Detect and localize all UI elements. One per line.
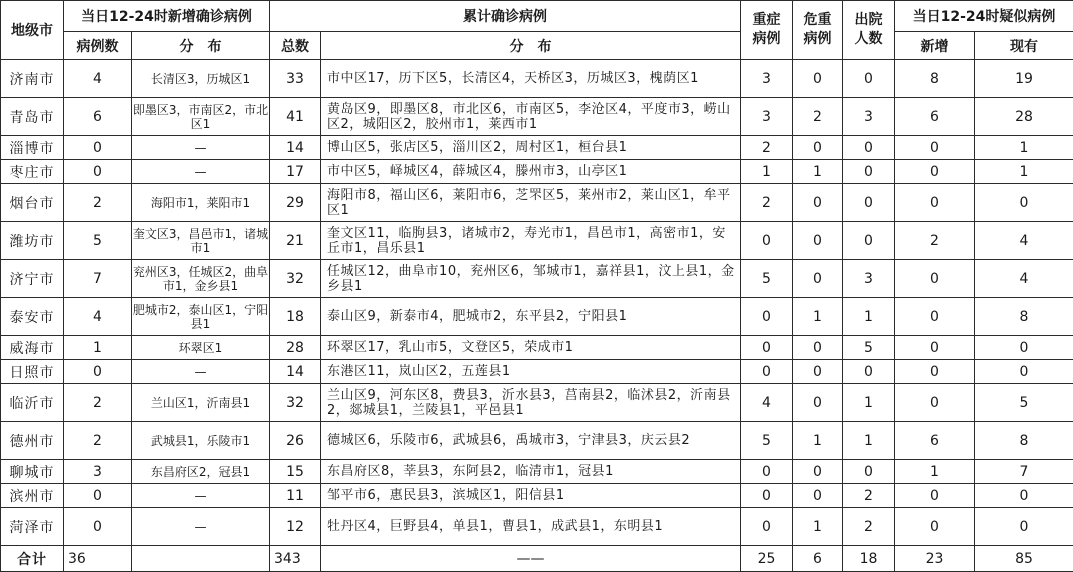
total-total-cell: 343	[270, 546, 321, 572]
severe-cell: 3	[741, 60, 793, 98]
suspected-new-cell: 0	[895, 384, 975, 422]
table-row	[1, 360, 1073, 384]
suspected-new-cell: 6	[895, 422, 975, 460]
total-label-cell: 合计	[1, 546, 64, 572]
table-row	[1, 260, 1073, 298]
suspected-current-cell: 0	[975, 184, 1073, 222]
total-cell: 33	[270, 60, 321, 98]
suspected-new-cell: 0	[895, 160, 975, 184]
discharged-cell: 2	[843, 508, 895, 546]
severe-cell: 0	[741, 508, 793, 546]
table-row	[1, 184, 1073, 222]
city-cell: 烟台市	[1, 184, 64, 222]
header-discharged-text: 出院人数	[852, 11, 886, 49]
distribution-cell: 东港区11，岚山区2，五莲县1	[321, 360, 741, 384]
new-distribution-cell: 武城县1，乐陵市1	[132, 422, 270, 460]
severe-cell: 0	[741, 460, 793, 484]
severe-cell: 0	[741, 222, 793, 260]
critical-cell: 0	[793, 336, 843, 360]
distribution-cell: 兰山区9，河东区8，费县3，沂水县3，莒南县2，临沭县2，沂南县2，郯城县1，兰陵县1，平邑县1	[321, 384, 741, 422]
discharged-cell: 0	[843, 136, 895, 160]
new-count-cell: 7	[64, 260, 132, 298]
new-count-cell: 2	[64, 384, 132, 422]
total-cell: 15	[270, 460, 321, 484]
severe-cell: 0	[741, 336, 793, 360]
city-cell: 淄博市	[1, 136, 64, 160]
suspected-current-cell: 0	[975, 360, 1073, 384]
city-cell: 聊城市	[1, 460, 64, 484]
suspected-new-cell: 0	[895, 360, 975, 384]
suspected-current-cell: 4	[975, 260, 1073, 298]
total-suspected-current-cell: 85	[975, 546, 1073, 572]
critical-cell: 1	[793, 160, 843, 184]
city-cell: 日照市	[1, 360, 64, 384]
suspected-new-cell: 2	[895, 222, 975, 260]
table-row	[1, 336, 1073, 360]
city-cell: 青岛市	[1, 98, 64, 136]
suspected-current-cell: 4	[975, 222, 1073, 260]
table-row	[1, 222, 1073, 260]
total-distribution-cell: ——	[321, 546, 741, 572]
suspected-current-cell: 8	[975, 422, 1073, 460]
table-row	[1, 384, 1073, 422]
new-count-cell: 2	[64, 184, 132, 222]
header-cumulative-total: 总数	[270, 32, 321, 60]
distribution-cell: 奎文区11，临朐县3，诸城市2，寿光市1，昌邑市1，高密市1，安丘市1，昌乐县1	[321, 222, 741, 260]
distribution-cell: 博山区5，张店区5，淄川区2，周村区1，桓台县1	[321, 136, 741, 160]
city-cell: 济宁市	[1, 260, 64, 298]
distribution-cell: 环翠区17，乳山市5，文登区5，荣成市1	[321, 336, 741, 360]
total-cell: 29	[270, 184, 321, 222]
critical-cell: 2	[793, 98, 843, 136]
total-cell: 32	[270, 384, 321, 422]
severe-cell: 3	[741, 98, 793, 136]
discharged-cell: 0	[843, 460, 895, 484]
total-cell: 12	[270, 508, 321, 546]
suspected-current-cell: 0	[975, 336, 1073, 360]
city-cell: 临沂市	[1, 384, 64, 422]
suspected-current-cell: 19	[975, 60, 1073, 98]
header-discharged	[843, 1, 895, 60]
table-row	[1, 484, 1073, 508]
discharged-cell: 5	[843, 336, 895, 360]
suspected-new-cell: 0	[895, 484, 975, 508]
critical-cell: 0	[793, 60, 843, 98]
distribution-cell: 邹平市6，惠民县3，滨城区1，阳信县1	[321, 484, 741, 508]
discharged-cell: 0	[843, 360, 895, 384]
city-cell: 潍坊市	[1, 222, 64, 260]
new-count-cell: 0	[64, 160, 132, 184]
total-critical-cell: 6	[793, 546, 843, 572]
new-distribution-cell: 环翠区1	[132, 336, 270, 360]
total-discharged-cell: 18	[843, 546, 895, 572]
discharged-cell: 1	[843, 298, 895, 336]
header-new-confirmed-group: 当日12-24时新增确诊病例	[64, 1, 270, 32]
header-suspected-current: 现有	[975, 32, 1073, 60]
city-cell: 德州市	[1, 422, 64, 460]
critical-cell: 0	[793, 136, 843, 160]
new-count-cell: 3	[64, 460, 132, 484]
header-suspected-new: 新增	[895, 32, 975, 60]
distribution-cell: 牡丹区4，巨野县4，单县1，曹县1，成武县1，东明县1	[321, 508, 741, 546]
table-row	[1, 508, 1073, 546]
total-cell: 14	[270, 136, 321, 160]
suspected-new-cell: 0	[895, 508, 975, 546]
new-distribution-cell: 兰山区1，沂南县1	[132, 384, 270, 422]
severe-cell: 1	[741, 160, 793, 184]
suspected-new-cell: 6	[895, 98, 975, 136]
city-cell: 菏泽市	[1, 508, 64, 546]
table-row	[1, 422, 1073, 460]
header-new-count: 病例数	[64, 32, 132, 60]
suspected-new-cell: 0	[895, 260, 975, 298]
new-count-cell: 5	[64, 222, 132, 260]
new-distribution-cell: —	[132, 136, 270, 160]
severe-cell: 4	[741, 384, 793, 422]
city-cell: 枣庄市	[1, 160, 64, 184]
suspected-current-cell: 5	[975, 384, 1073, 422]
discharged-cell: 1	[843, 422, 895, 460]
distribution-cell: 市中区17，历下区5，长清区4，天桥区3，历城区3，槐荫区1	[321, 60, 741, 98]
new-distribution-cell: —	[132, 508, 270, 546]
new-count-cell: 0	[64, 136, 132, 160]
new-distribution-cell: —	[132, 360, 270, 384]
suspected-current-cell: 28	[975, 98, 1073, 136]
suspected-current-cell: 1	[975, 136, 1073, 160]
total-cell: 32	[270, 260, 321, 298]
distribution-cell: 德城区6，乐陵市6，武城县6，禹城市3，宁津县3，庆云县2	[321, 422, 741, 460]
city-cell: 泰安市	[1, 298, 64, 336]
header-severe	[741, 1, 793, 60]
total-cell: 18	[270, 298, 321, 336]
new-distribution-cell: 奎文区3，昌邑市1，诸城市1	[132, 222, 270, 260]
header-critical-text: 危重病例	[801, 11, 835, 49]
distribution-cell: 东昌府区8，莘县3，东阿县2，临清市1，冠县1	[321, 460, 741, 484]
header-cumulative-distribution: 分 布	[321, 32, 741, 60]
critical-cell: 0	[793, 484, 843, 508]
severe-cell: 5	[741, 422, 793, 460]
suspected-current-cell: 0	[975, 484, 1073, 508]
table-row	[1, 460, 1073, 484]
distribution-cell: 泰山区9，新泰市4，肥城市2，东平县2，宁阳县1	[321, 298, 741, 336]
distribution-cell: 黄岛区9，即墨区8，市北区6，市南区5，李沧区4，平度市3，崂山区2，城阳区2，胶州市1，莱西市1	[321, 98, 741, 136]
suspected-new-cell: 1	[895, 460, 975, 484]
suspected-current-cell: 0	[975, 508, 1073, 546]
table-row	[1, 60, 1073, 98]
total-cell: 17	[270, 160, 321, 184]
critical-cell: 0	[793, 384, 843, 422]
total-cell: 21	[270, 222, 321, 260]
header-critical	[793, 1, 843, 60]
new-distribution-cell: 即墨区3，市南区2，市北区1	[132, 98, 270, 136]
critical-cell: 1	[793, 508, 843, 546]
new-count-cell: 4	[64, 298, 132, 336]
severe-cell: 2	[741, 136, 793, 160]
suspected-current-cell: 8	[975, 298, 1073, 336]
table-row	[1, 98, 1073, 136]
city-cell: 滨州市	[1, 484, 64, 508]
critical-cell: 1	[793, 422, 843, 460]
critical-cell: 0	[793, 360, 843, 384]
new-distribution-cell: —	[132, 160, 270, 184]
critical-cell: 0	[793, 222, 843, 260]
header-new-distribution: 分 布	[132, 32, 270, 60]
total-cell: 41	[270, 98, 321, 136]
table-body	[1, 60, 1073, 572]
suspected-new-cell: 0	[895, 298, 975, 336]
total-cell: 14	[270, 360, 321, 384]
discharged-cell: 3	[843, 260, 895, 298]
new-count-cell: 0	[64, 484, 132, 508]
discharged-cell: 2	[843, 484, 895, 508]
suspected-current-cell: 7	[975, 460, 1073, 484]
critical-cell: 1	[793, 298, 843, 336]
total-row	[1, 546, 1073, 572]
new-distribution-cell: 东昌府区2，冠县1	[132, 460, 270, 484]
city-cell: 威海市	[1, 336, 64, 360]
new-distribution-cell: 长清区3，历城区1	[132, 60, 270, 98]
total-new-count-cell: 36	[64, 546, 132, 572]
discharged-cell: 0	[843, 60, 895, 98]
table-row	[1, 298, 1073, 336]
city-cell: 济南市	[1, 60, 64, 98]
total-cell: 28	[270, 336, 321, 360]
header-severe-text: 重症病例	[750, 11, 784, 49]
new-count-cell: 4	[64, 60, 132, 98]
new-count-cell: 2	[64, 422, 132, 460]
new-distribution-cell: —	[132, 484, 270, 508]
header-suspected-group: 当日12-24时疑似病例	[895, 1, 1073, 32]
severe-cell: 2	[741, 184, 793, 222]
discharged-cell: 0	[843, 160, 895, 184]
new-distribution-cell: 兖州区3，任城区2，曲阜市1，金乡县1	[132, 260, 270, 298]
distribution-cell: 任城区12，曲阜市10，兖州区6，邹城市1，嘉祥县1，汶上县1，金乡县1	[321, 260, 741, 298]
critical-cell: 0	[793, 260, 843, 298]
severe-cell: 5	[741, 260, 793, 298]
severe-cell: 0	[741, 484, 793, 508]
header-cumulative-group: 累计确诊病例	[270, 1, 741, 32]
total-cell: 11	[270, 484, 321, 508]
total-new-distribution-cell	[132, 546, 270, 572]
discharged-cell: 0	[843, 184, 895, 222]
total-suspected-new-cell: 23	[895, 546, 975, 572]
discharged-cell: 0	[843, 222, 895, 260]
suspected-current-cell: 1	[975, 160, 1073, 184]
discharged-cell: 3	[843, 98, 895, 136]
header-city: 地级市	[1, 1, 64, 60]
table-row	[1, 136, 1073, 160]
distribution-cell: 市中区5，峄城区4，薛城区4，滕州市3，山亭区1	[321, 160, 741, 184]
total-severe-cell: 25	[741, 546, 793, 572]
distribution-cell: 海阳市8，福山区6，莱阳市6，芝罘区5，莱州市2，莱山区1，牟平区1	[321, 184, 741, 222]
suspected-new-cell: 0	[895, 184, 975, 222]
critical-cell: 0	[793, 184, 843, 222]
new-distribution-cell: 肥城市2，泰山区1，宁阳县1	[132, 298, 270, 336]
discharged-cell: 1	[843, 384, 895, 422]
severe-cell: 0	[741, 298, 793, 336]
new-count-cell: 6	[64, 98, 132, 136]
new-count-cell: 0	[64, 508, 132, 546]
new-count-cell: 1	[64, 336, 132, 360]
total-cell: 26	[270, 422, 321, 460]
new-distribution-cell: 海阳市1，莱阳市1	[132, 184, 270, 222]
suspected-new-cell: 0	[895, 136, 975, 160]
table-header	[1, 1, 1073, 60]
table-row	[1, 160, 1073, 184]
severe-cell: 0	[741, 360, 793, 384]
suspected-new-cell: 0	[895, 336, 975, 360]
new-count-cell: 0	[64, 360, 132, 384]
suspected-new-cell: 8	[895, 60, 975, 98]
critical-cell: 0	[793, 460, 843, 484]
